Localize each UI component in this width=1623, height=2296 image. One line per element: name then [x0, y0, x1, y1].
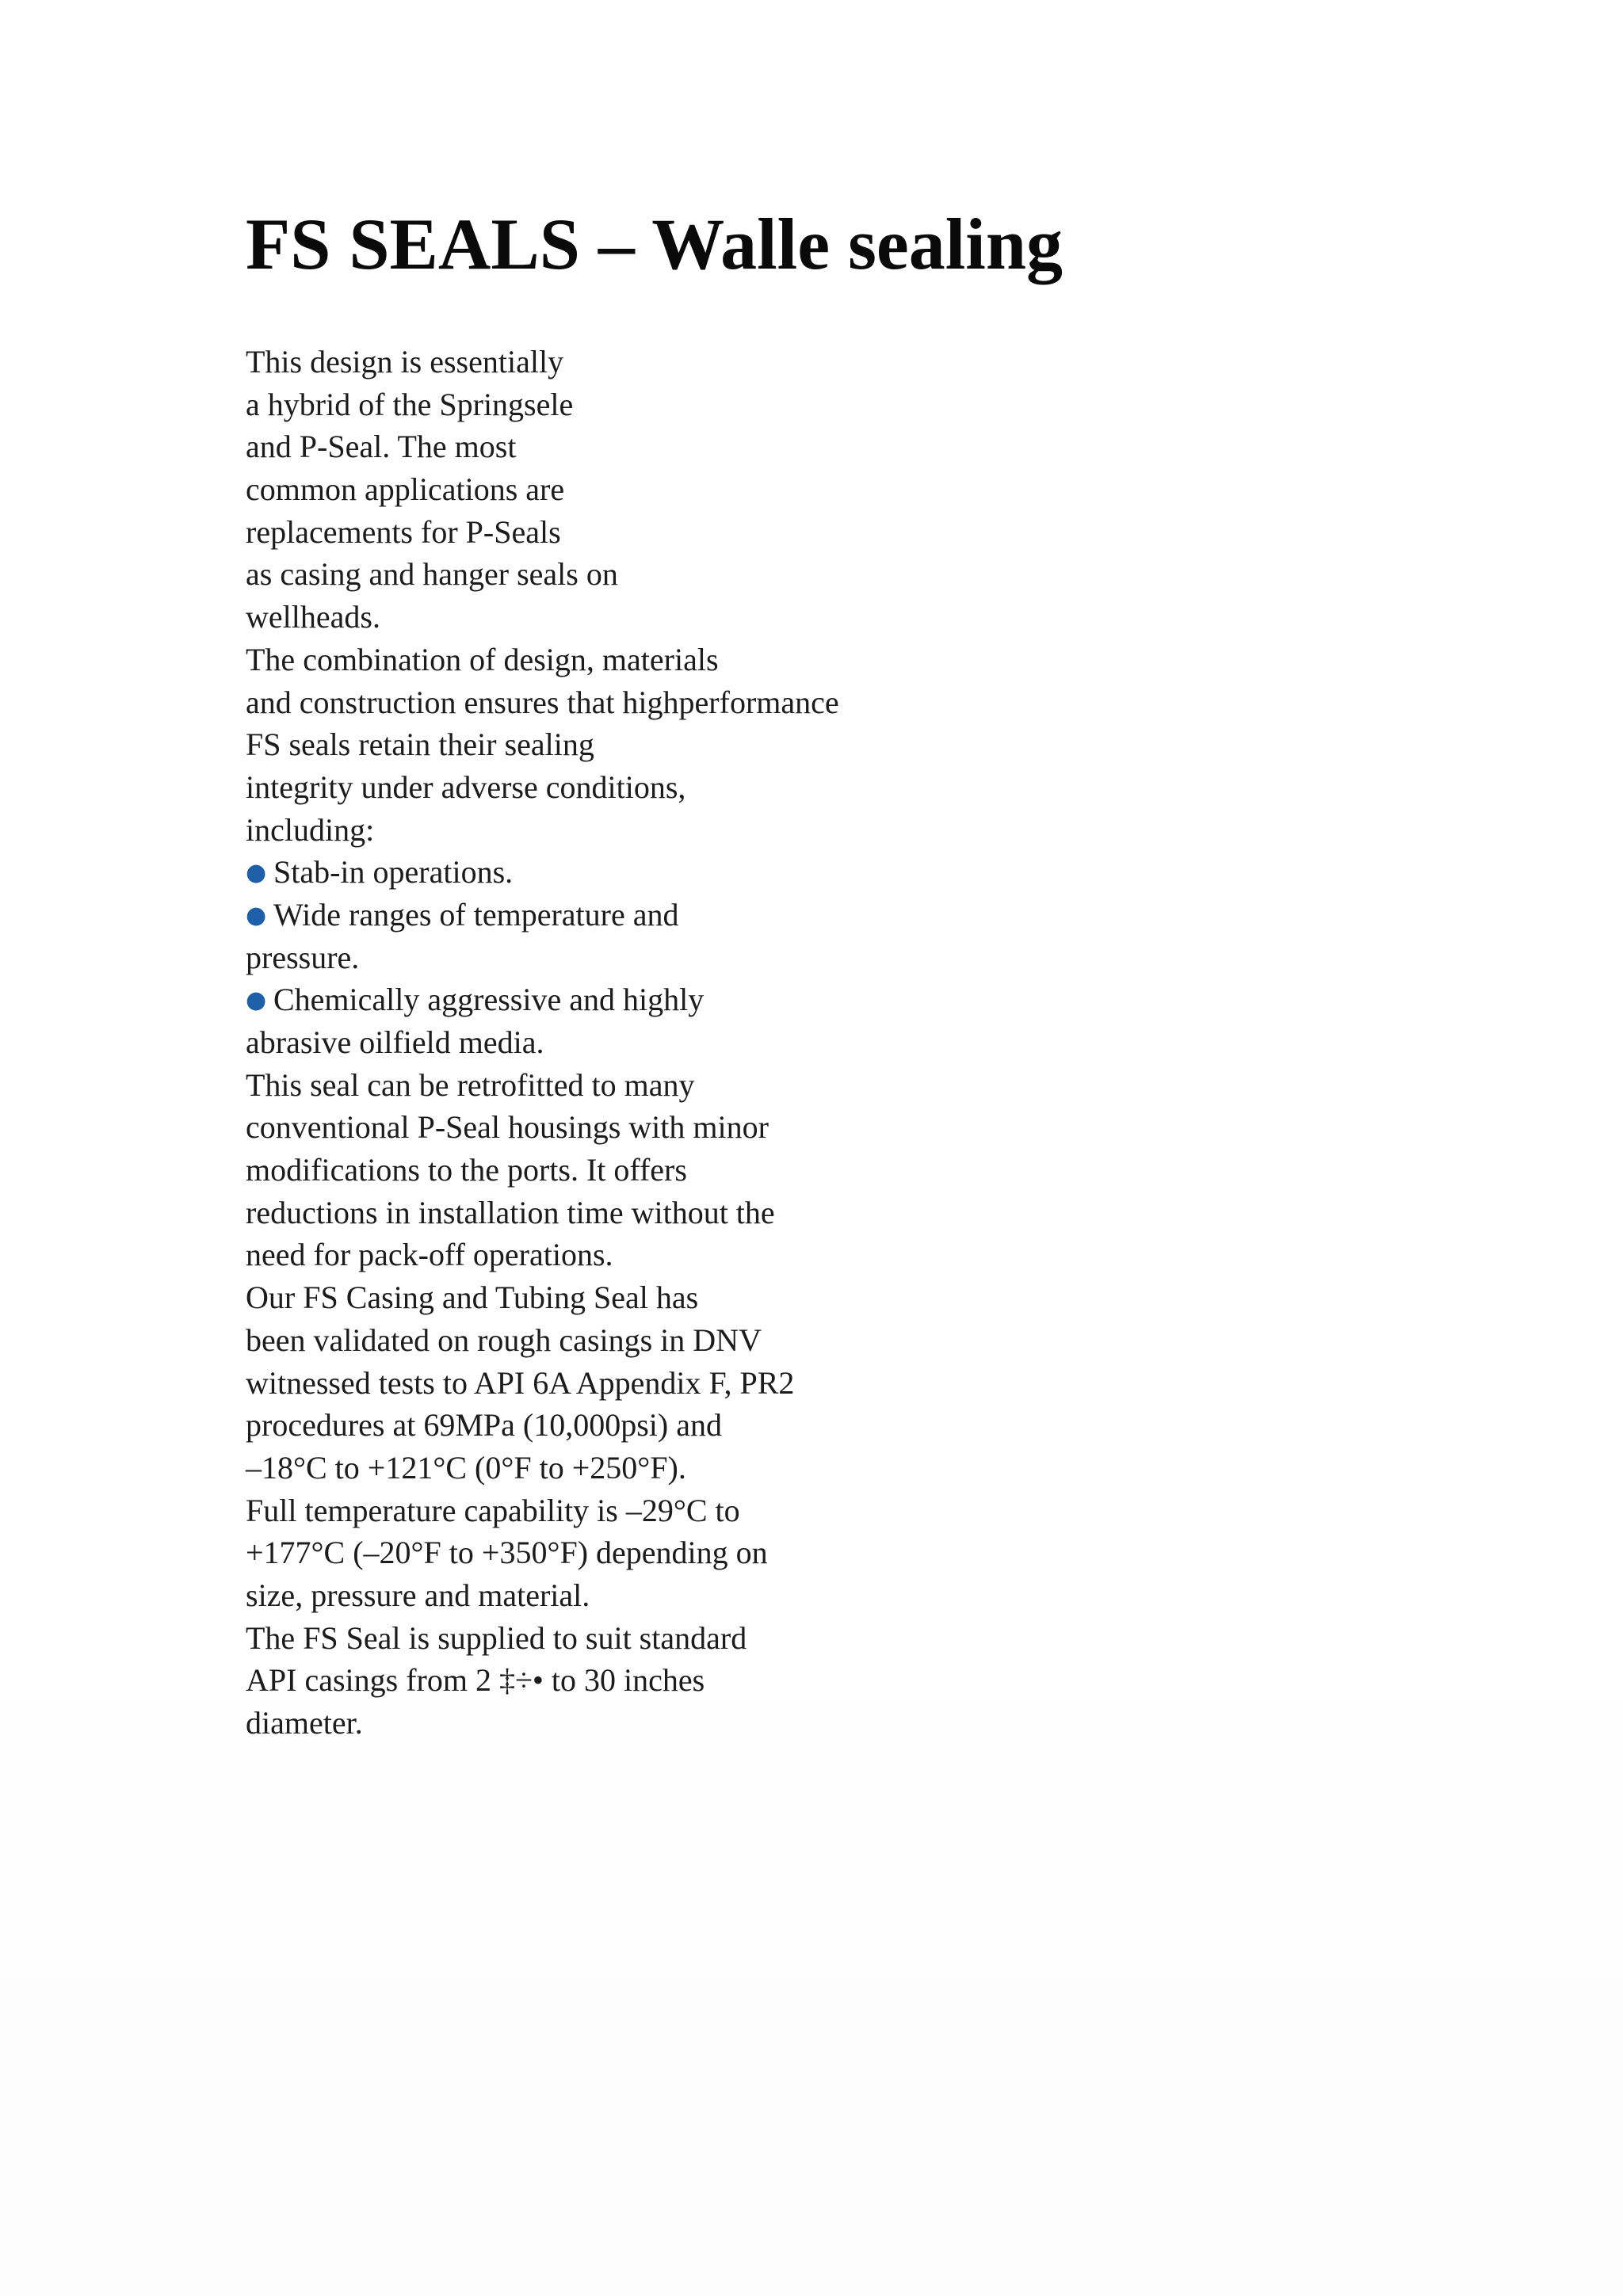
bullet-icon: ●	[246, 986, 267, 1015]
body-text	[246, 341, 1038, 1745]
text-line	[246, 1659, 1038, 1702]
text-line	[246, 1489, 1038, 1532]
text-line	[246, 468, 1038, 511]
line-text: pressure.	[246, 939, 360, 975]
text-line	[246, 723, 1038, 766]
line-text: reductions in installation time without the	[246, 1194, 775, 1230]
text-line	[246, 596, 1038, 639]
line-text: been validated on rough casings in DNV	[246, 1322, 762, 1358]
line-text: wellheads.	[246, 599, 380, 635]
text-line	[246, 639, 1038, 681]
line-text: common applications are	[246, 471, 565, 508]
line-text: Stab-in operations.	[273, 854, 514, 891]
line-text: integrity under adverse conditions,	[246, 769, 686, 805]
text-line	[246, 766, 1038, 809]
bullet-line	[246, 894, 1038, 936]
line-text: replacements for P-Seals	[246, 513, 561, 550]
text-line	[246, 341, 1038, 383]
line-text: Chemically aggressive and highly	[273, 982, 705, 1018]
text-line	[246, 1617, 1038, 1660]
text-line	[246, 1276, 1038, 1319]
line-text: a hybrid of the Springsele	[246, 386, 574, 422]
line-text: as casing and hanger seals on	[246, 556, 618, 593]
line-text: This seal can be retrofitted to many	[246, 1066, 695, 1103]
line-text: This design is essentially	[246, 344, 564, 379]
text-line	[246, 1447, 1038, 1489]
text-line	[246, 1574, 1038, 1617]
text-line	[246, 511, 1038, 554]
text-line	[246, 1531, 1038, 1574]
page-title: FS SEALS – Walle sealing	[246, 204, 1064, 284]
text-line	[246, 809, 1038, 852]
line-text: witnessed tests to API 6A Appendix F, PR2	[246, 1364, 795, 1401]
text-line	[246, 1064, 1038, 1107]
line-text: –18°C to +121°C (0°F to +250°F).	[246, 1449, 686, 1486]
line-text: Full temperature capability is –29°C to	[246, 1492, 740, 1528]
text-line	[246, 681, 1038, 724]
bullet-icon: ●	[246, 859, 267, 887]
line-text: and construction ensures that highperformance	[246, 684, 839, 720]
text-line	[246, 1319, 1038, 1362]
text-line	[246, 383, 1038, 426]
line-text: including:	[246, 811, 375, 848]
line-text: diameter.	[246, 1705, 363, 1741]
line-text: abrasive oilfield media.	[246, 1024, 544, 1060]
line-text: Wide ranges of temperature and	[273, 896, 679, 933]
line-text: modifications to the ports. It offers	[246, 1152, 687, 1188]
text-line	[246, 1149, 1038, 1192]
line-text: size, pressure and material.	[246, 1577, 590, 1613]
line-text: need for pack-off operations.	[246, 1237, 613, 1273]
line-text: API casings from 2 ‡÷• to 30 inches	[246, 1662, 705, 1699]
text-line	[246, 1362, 1038, 1405]
text-line	[246, 1106, 1038, 1149]
line-text: +177°C (–20°F to +350°F) depending on	[246, 1535, 768, 1571]
bullet-icon: ●	[246, 901, 267, 929]
text-line	[246, 1702, 1038, 1745]
text-line	[246, 1021, 1038, 1064]
text-line	[246, 425, 1038, 468]
bullet-line	[246, 851, 1038, 894]
line-text: conventional P-Seal housings with minor	[246, 1109, 769, 1146]
line-text: The combination of design, materials	[246, 641, 719, 677]
line-text: FS seals retain their sealing	[246, 727, 594, 763]
text-line	[246, 1192, 1038, 1234]
text-line	[246, 553, 1038, 596]
line-text: procedures at 69MPa (10,000psi) and	[246, 1407, 722, 1444]
text-line	[246, 936, 1038, 979]
line-text: The FS Seal is supplied to suit standard	[246, 1619, 747, 1656]
text-line	[246, 1234, 1038, 1276]
bullet-line	[246, 978, 1038, 1021]
text-line	[246, 1404, 1038, 1447]
line-text: and P-Seal. The most	[246, 429, 517, 465]
line-text: Our FS Casing and Tubing Seal has	[246, 1280, 699, 1316]
